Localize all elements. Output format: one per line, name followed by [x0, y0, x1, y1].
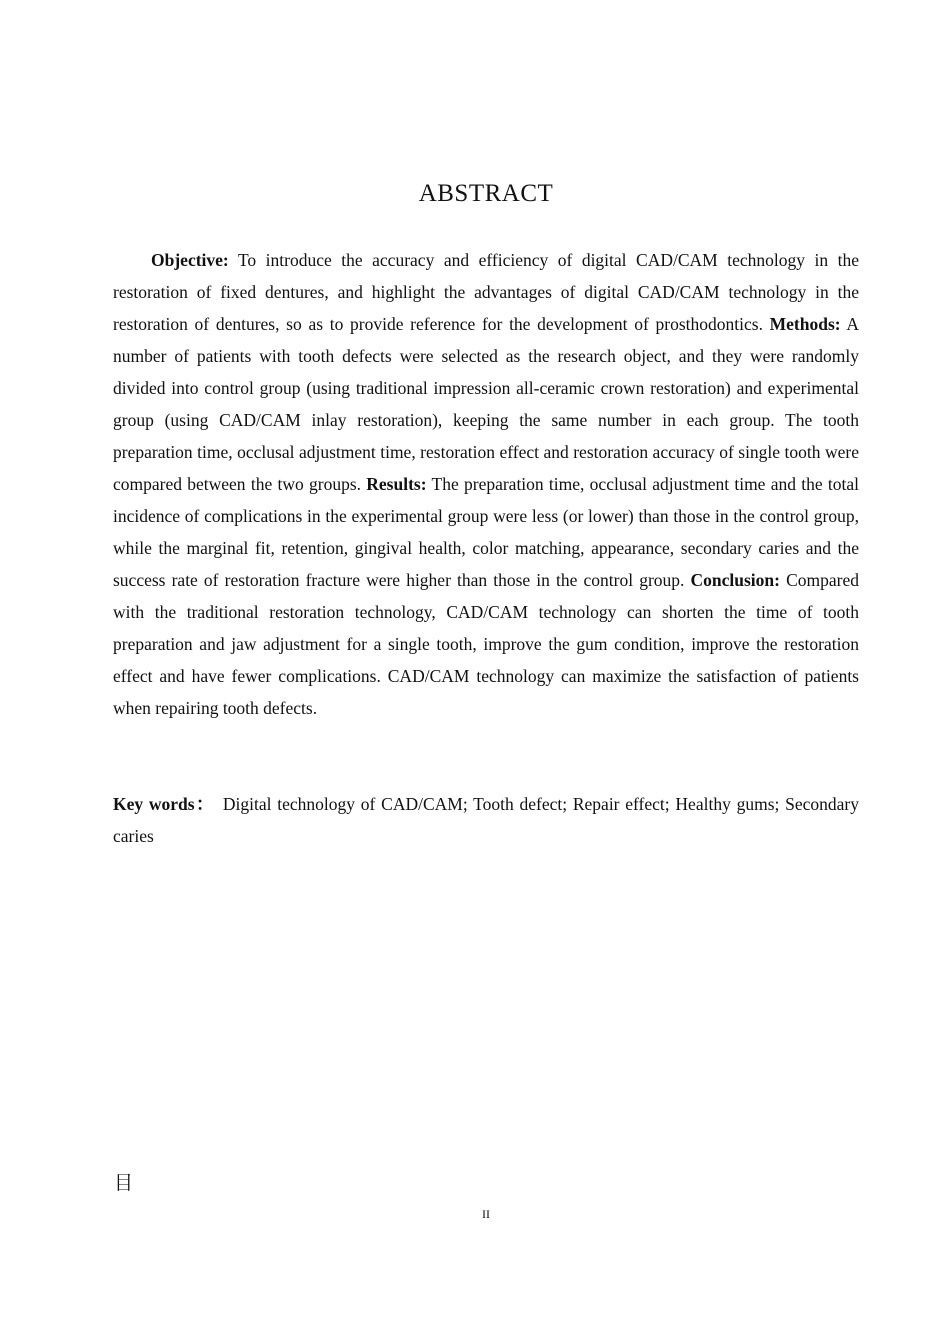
- keywords-paragraph: [113, 788, 859, 852]
- abstract-paragraph: [113, 244, 859, 724]
- conclusion-label: Conclusion:: [690, 570, 780, 590]
- objective-label: Objective:: [151, 250, 229, 270]
- next-section-heading-fragment: 目: [114, 1173, 134, 1194]
- page-title: ABSTRACT: [418, 180, 554, 207]
- keywords-text: Digital technology of CAD/CAM; Tooth defect; Repair effect; Healthy gums; Secondary caries: [113, 794, 860, 846]
- page-number: II: [482, 1207, 490, 1221]
- keywords-label: Key words：: [113, 794, 215, 814]
- conclusion-text: Compared with the traditional restoration technology, CAD/CAM technology can shorten the time of tooth preparation and jaw adjustment for a single tooth, improve the gum condition, improve the restoration effect and have fewer complications. CAD/CAM technology can maximize the satisfaction of patients when repairing tooth defects.: [113, 570, 859, 718]
- objective-text: To introduce the accuracy and efficiency of digital CAD/CAM technology in the restoration of fixed dentures, and highlight the advantages of digital CAD/CAM technology in the restoration of dentures, so as to provide reference for the development of prosthodontics.: [113, 250, 859, 334]
- methods-label: Methods:: [769, 314, 841, 334]
- results-text: The preparation time, occlusal adjustment time and the total incidence of complications in the experimental group were less (or lower) than those in the control group, while the marginal fit, retention, gingival health, color matching, appearance, secondary caries and the success rate of restoration fracture were higher than those in the control group.: [113, 474, 859, 590]
- results-label: Results:: [366, 474, 427, 494]
- methods-text: A number of patients with tooth defects were selected as the research object, and they were randomly divided into control group (using traditional impression all-ceramic crown restoration) and experimental group (using CAD/CAM inlay restoration), keeping the same number in each group. The tooth preparation time, occlusal adjustment time, restoration effect and restoration accuracy of single tooth were compared between the two groups.: [113, 314, 859, 494]
